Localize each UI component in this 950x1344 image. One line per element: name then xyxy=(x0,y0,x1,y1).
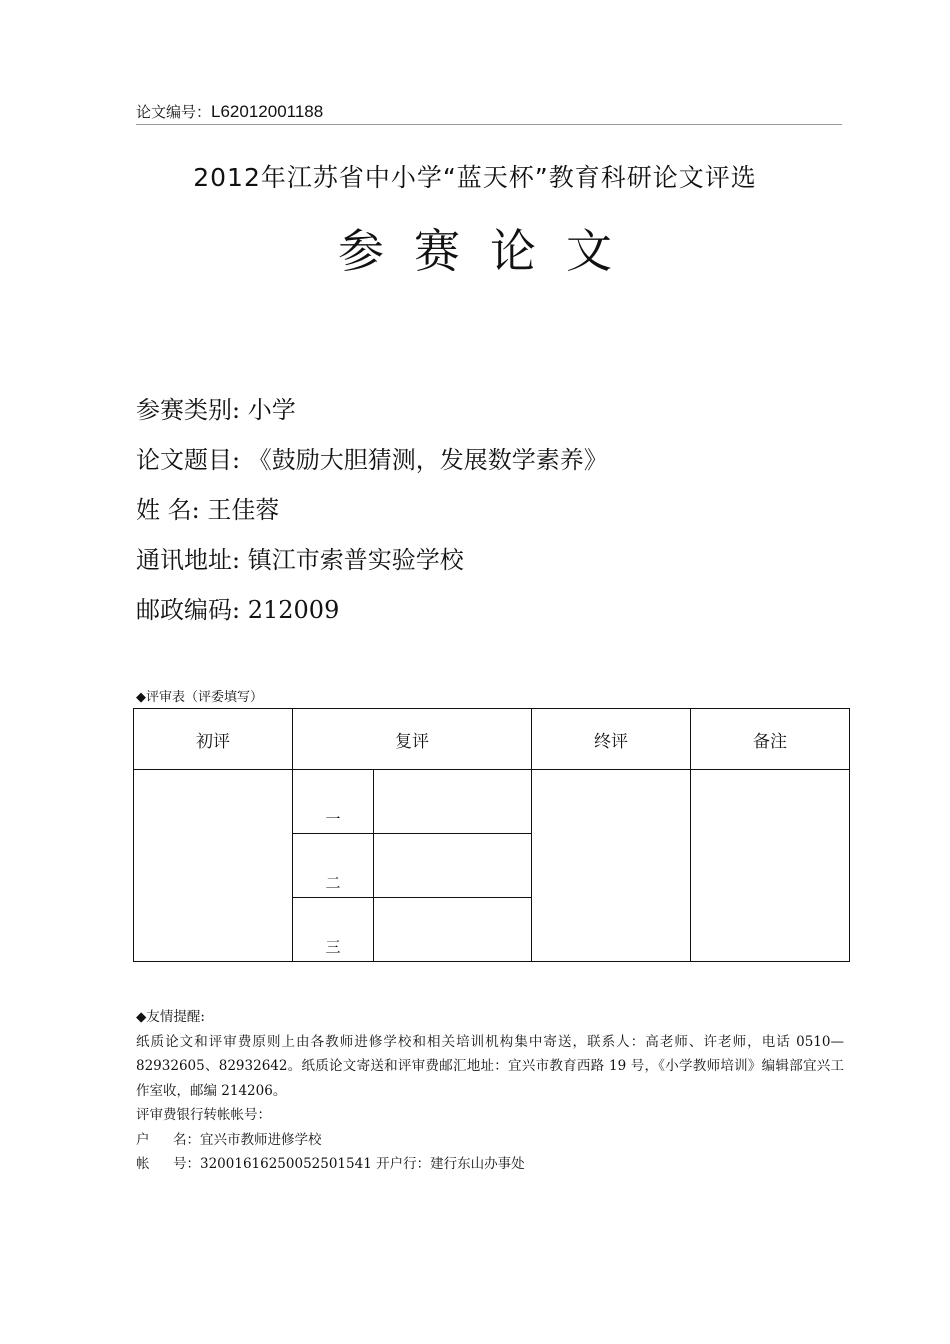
account-number-row xyxy=(136,1152,844,1177)
paper-number-value: L62012001188 xyxy=(211,102,324,121)
reminder-section xyxy=(136,1005,844,1177)
info-title xyxy=(136,445,608,475)
paper-number-header xyxy=(136,100,842,125)
document-subtitle: 参赛论文 xyxy=(338,224,642,278)
info-postcode xyxy=(136,595,339,625)
remarks-cell xyxy=(691,770,850,962)
account-name-label: 户 xyxy=(136,1131,150,1148)
paper-number-label: 论文编号： xyxy=(136,103,212,121)
reminder-body: 纸质论文和评审费原则上由各教师进修学校和相关培训机构集中寄送，联系人：高老师、许老师，电话 0510—82932605、82932642。纸质论文寄送和评审费邮汇地址：宜兴市教育西路 19 号，《小学教师培训》编辑部宜兴工作室收，邮编 214206。 xyxy=(136,1033,844,1099)
info-label: 姓 名: xyxy=(136,496,208,524)
round-score-cell xyxy=(374,770,532,834)
info-label: 论文题目: xyxy=(136,446,248,474)
account-name-row xyxy=(136,1128,844,1153)
review-header-row xyxy=(134,709,850,770)
info-value: 小学 xyxy=(247,396,296,424)
account-number-label: 帐 xyxy=(136,1156,150,1172)
info-label: 参赛类别: xyxy=(136,396,248,424)
info-address xyxy=(136,545,464,575)
info-value: 王佳蓉 xyxy=(207,496,280,524)
header-second-review: 复评 xyxy=(293,709,532,770)
account-number-value: 号：32001616250052501541 开户行：建行东山办事处 xyxy=(173,1156,525,1172)
reminder-title: ◆友情提醒: xyxy=(136,1009,205,1025)
round-score-cell xyxy=(374,834,532,898)
info-value: 《鼓励大胆猜测，发展数学素养》 xyxy=(247,446,608,474)
initial-review-cell xyxy=(134,770,293,962)
info-value: 212009 xyxy=(247,596,340,624)
round-label: 一 xyxy=(293,770,374,834)
info-category xyxy=(136,395,296,425)
document-title: 2012年江苏省中小学“蓝天杯”教育科研论文评选 xyxy=(193,163,757,192)
account-title: 评审费银行转帐帐号： xyxy=(136,1107,271,1123)
final-review-cell xyxy=(532,770,691,962)
round-label: 二 xyxy=(293,834,374,898)
review-table-caption: ◆评审表（评委填写） xyxy=(136,690,263,705)
round-score-cell xyxy=(374,898,532,962)
header-final-review: 终评 xyxy=(532,709,691,770)
round-label: 三 xyxy=(293,898,374,962)
info-label: 通讯地址: xyxy=(136,546,248,574)
review-row-1 xyxy=(134,770,850,834)
account-name-value: 名：宜兴市教师进修学校 xyxy=(173,1131,322,1148)
review-table xyxy=(133,708,850,962)
header-initial-review: 初评 xyxy=(134,709,293,770)
info-label: 邮政编码: xyxy=(136,596,248,624)
info-name xyxy=(136,495,279,525)
info-value: 镇江市索普实验学校 xyxy=(247,546,464,574)
header-remarks: 备注 xyxy=(691,709,850,770)
